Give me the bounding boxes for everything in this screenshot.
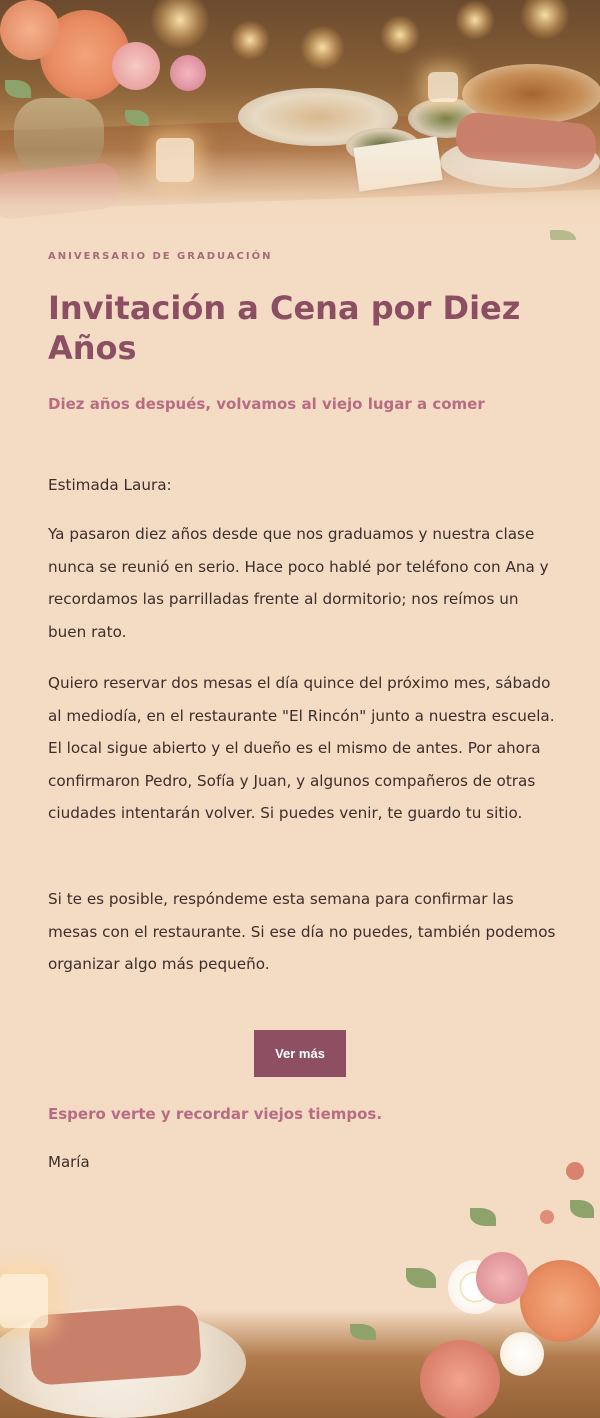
paragraph-2: Quiero reservar dos mesas el día quince del próximo mes, sábado al mediodía, en el restaurante "El Rincón" junto a nuestra escuela. El local sigue abierto y el dueño es el mismo de antes. Por ahora confirmaron Pedro, Sofía y Juan, y algunos compañeros de otras ciudades intentarán volver. Si puedes venir, te guardo tu sitio. xyxy=(48,674,555,823)
leaf-decoration xyxy=(5,80,31,98)
paragraph-1: Ya pasaron diez años desde que nos graduamos y nuestra clase nunca se reunió en serio. Hace poco hablé por teléfono con Ana y recordamos las parrilladas frente al dormitorio; nos reímos un buen rato. xyxy=(48,525,549,641)
signature: María xyxy=(48,1153,90,1171)
hero-image xyxy=(0,0,600,240)
flower xyxy=(0,0,60,60)
eyebrow-label: ANIVERSARIO DE GRADUACIÓN xyxy=(48,251,273,262)
greeting: Estimada Laura: xyxy=(48,476,172,494)
flower xyxy=(566,1162,584,1180)
leaf-decoration xyxy=(125,110,149,126)
page-title: Invitación a Cena por Diez Años xyxy=(48,289,521,367)
paragraph-3: Si te es posible, respóndeme esta semana para confirmar las mesas con el restaurante. Si ese día no puedes, también podemos organizar algo más pequeño. xyxy=(48,890,556,974)
flower xyxy=(420,1340,500,1418)
subtitle: Diez años después, volvamos al viejo lugar a comer xyxy=(48,395,485,413)
leaf-decoration xyxy=(570,1200,594,1218)
flower xyxy=(170,55,206,91)
closing-line: Espero verte y recordar viejos tiempos. xyxy=(48,1105,383,1123)
flower xyxy=(540,1210,554,1224)
footer-image xyxy=(0,1160,600,1418)
see-more-button[interactable]: Ver más xyxy=(254,1030,346,1077)
flower xyxy=(476,1252,528,1304)
candle-decoration xyxy=(428,72,458,102)
flower-bouquet-decoration xyxy=(520,1260,600,1342)
leaf-decoration xyxy=(470,1208,496,1226)
flower xyxy=(112,42,160,90)
leaf-decoration xyxy=(406,1268,436,1288)
napkin xyxy=(28,1304,202,1386)
flower xyxy=(500,1332,544,1376)
candle-decoration xyxy=(0,1274,48,1328)
